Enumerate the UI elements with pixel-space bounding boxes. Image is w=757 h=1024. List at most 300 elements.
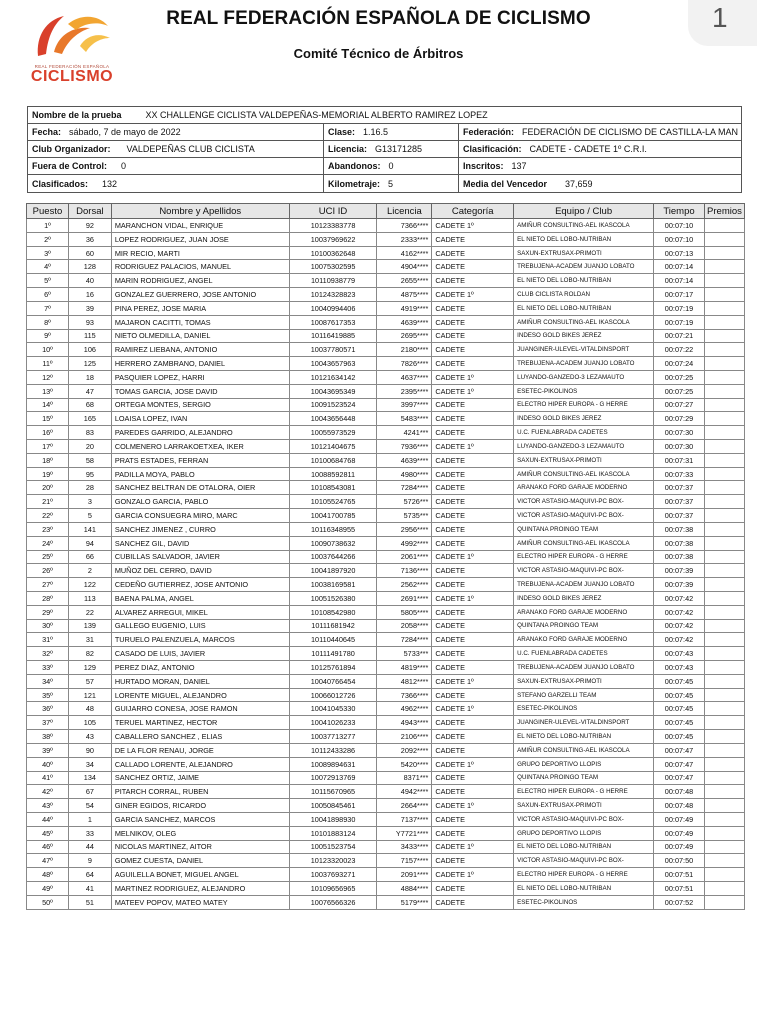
cell-premios [704,426,744,440]
cell-nombre: GONZALO GARCIA, PABLO [111,495,289,509]
table-row [27,426,745,440]
cell-nombre: GONZALEZ GUERRERO, JOSE ANTONIO [111,288,289,302]
page-number-badge: 1 [688,0,757,46]
cell-premios [704,481,744,495]
cell-premios [704,219,744,233]
cell-uci-id: 10037644266 [289,550,377,564]
cell-premios [704,757,744,771]
cell-dorsal: 128 [68,260,111,274]
cell-puesto: 38º [27,730,69,744]
cell-licencia: 4637**** [377,370,432,384]
cell-categoria: CADETE 1º [432,868,514,882]
cell-uci-id: 10112433286 [289,743,377,757]
cell-tiempo: 00:07:47 [654,757,705,771]
cell-nombre: TOMAS GARCIA, JOSE DAVID [111,384,289,398]
cell-premios [704,274,744,288]
cell-puesto: 49º [27,882,69,896]
cell-nombre: MATEEV POPOV, MATEO MATEY [111,895,289,909]
cell-tiempo: 00:07:51 [654,868,705,882]
cell-equipo: TREBUJENA-ACADEM JUANJO LOBATO [514,578,654,592]
cell-tiempo: 00:07:42 [654,591,705,605]
licencia-label: Licencia: [328,144,368,154]
cell-categoria: CADETE [432,605,514,619]
cell-licencia: 4992**** [377,536,432,550]
cell-equipo: TREBUJENA-ACADEM JUANJO LOBATO [514,661,654,675]
info-row-fuera [28,158,741,175]
table-row [27,674,745,688]
cell-categoria: CADETE [432,743,514,757]
cell-nombre: MARANCHON VIDAL, ENRIQUE [111,219,289,233]
cell-categoria: CADETE [432,771,514,785]
table-row [27,605,745,619]
club-value: VALDEPEÑAS CLUB CICLISTA [126,144,255,154]
cell-licencia: 2664**** [377,799,432,813]
cell-equipo: EL NIETO DEL LOBO-NUTRIBAN [514,882,654,896]
cell-equipo: QUINTANA PROINGO TEAM [514,522,654,536]
cell-categoria: CADETE 1º [432,440,514,454]
cell-tiempo: 00:07:22 [654,343,705,357]
cell-premios [704,357,744,371]
table-row [27,357,745,371]
cell-equipo: ELECTRO HIPER EUROPA - G HERRE [514,868,654,882]
cell-categoria: CADETE [432,398,514,412]
cell-licencia: 5726*** [377,495,432,509]
table-row [27,702,745,716]
table-row [27,219,745,233]
cell-equipo: LUYANDO-GANZEDO-3 LEZAMAUTO [514,440,654,454]
cell-puesto: 8º [27,315,69,329]
cell-puesto: 28º [27,591,69,605]
cell-dorsal: 82 [68,647,111,661]
cell-nombre: GOMEZ CUESTA, DANIEL [111,854,289,868]
table-row [27,564,745,578]
cell-uci-id: 10115670965 [289,785,377,799]
cell-equipo: ARANAKO FORD GARAJE MODERNO [514,481,654,495]
cell-nombre: BAENA PALMA, ANGEL [111,591,289,605]
cell-tiempo: 00:07:49 [654,840,705,854]
cell-tiempo: 00:07:24 [654,357,705,371]
cell-categoria: CADETE [432,481,514,495]
cell-nombre: RAMIREZ LIEBANA, ANTONIO [111,343,289,357]
info-row-fecha [28,124,741,141]
cell-puesto: 3º [27,246,69,260]
cell-tiempo: 00:07:33 [654,467,705,481]
table-row [27,495,745,509]
table-row [27,246,745,260]
cell-dorsal: 33 [68,826,111,840]
cell-uci-id: 10116348955 [289,522,377,536]
cell-equipo: ELECTRO HIPER EUROPA - G HERRE [514,398,654,412]
cell-dorsal: 165 [68,412,111,426]
cell-nombre: PEREZ DIAZ, ANTONIO [111,661,289,675]
table-header-row [27,204,745,219]
cell-categoria: CADETE [432,647,514,661]
cell-nombre: AGUILELLA BONET, MIGUEL ANGEL [111,868,289,882]
cell-puesto: 27º [27,578,69,592]
cell-dorsal: 28 [68,481,111,495]
cell-premios [704,398,744,412]
table-row [27,854,745,868]
col-tiempo: Tiempo [654,204,705,219]
cell-licencia: 4962**** [377,702,432,716]
cell-puesto: 12º [27,370,69,384]
cell-tiempo: 00:07:37 [654,495,705,509]
cell-licencia: 4884**** [377,882,432,896]
cell-uci-id: 10111491780 [289,647,377,661]
cell-dorsal: 20 [68,440,111,454]
cell-tiempo: 00:07:19 [654,301,705,315]
results-table [26,203,745,910]
cell-equipo: VICTOR ASTASIO-MAQUIVI-PC BOX- [514,495,654,509]
cell-puesto: 4º [27,260,69,274]
licencia-value: G13171285 [375,144,423,154]
cell-categoria: CADETE 1º [432,674,514,688]
cell-categoria: CADETE [432,246,514,260]
cell-nombre: CASADO DE LUIS, JAVIER [111,647,289,661]
cell-dorsal: 95 [68,467,111,481]
cell-uci-id: 10091523524 [289,398,377,412]
cell-puesto: 47º [27,854,69,868]
table-row [27,619,745,633]
cell-tiempo: 00:07:49 [654,812,705,826]
cell-licencia: 4943**** [377,716,432,730]
cell-categoria: CADETE [432,730,514,744]
cell-nombre: DE LA FLOR RENAU, JORGE [111,743,289,757]
km-label: Kilometraje: [328,178,381,189]
cell-equipo: ARANAKO FORD GARAJE MODERNO [514,605,654,619]
cell-equipo: AMIÑUR CONSULTING-AEL IKASCOLA [514,315,654,329]
cell-licencia: 5179**** [377,895,432,909]
cell-puesto: 2º [27,232,69,246]
cell-uci-id: 10037969622 [289,232,377,246]
cell-uci-id: 10041700785 [289,509,377,523]
cell-dorsal: 2 [68,564,111,578]
cell-categoria: CADETE [432,785,514,799]
cell-equipo: SAXUN-EXTRUSAX-PRIMOTI [514,453,654,467]
cell-tiempo: 00:07:10 [654,232,705,246]
cell-licencia: 7136**** [377,564,432,578]
cell-uci-id: 10051523754 [289,840,377,854]
cell-premios [704,301,744,315]
cell-equipo: GRUPO DEPORTIVO LLOPIS [514,757,654,771]
prueba-value: XX CHALLENGE CICLISTA VALDEPEÑAS-MEMORIAL ALBERTO RAMIREZ LOPEZ [145,110,488,120]
clasificados-label: Clasificados: [32,178,89,189]
cell-licencia: 2091**** [377,868,432,882]
cell-equipo: QUINTANA PROINGO TEAM [514,771,654,785]
cell-licencia: 7284**** [377,633,432,647]
cell-dorsal: 139 [68,619,111,633]
cell-categoria: CADETE [432,232,514,246]
cell-uci-id: 10040994406 [289,301,377,315]
cell-equipo: INDESO GOLD BIKES JEREZ [514,329,654,343]
club-label: Club Organizador: [32,144,111,154]
federacion-label: Federación: [463,127,515,137]
cell-categoria: CADETE 1º [432,702,514,716]
cell-dorsal: 113 [68,591,111,605]
cell-premios [704,578,744,592]
cell-dorsal: 57 [68,674,111,688]
cell-equipo: VICTOR ASTASIO-MAQUIVI-PC BOX- [514,812,654,826]
cell-licencia: 4942**** [377,785,432,799]
cell-puesto: 25º [27,550,69,564]
cell-equipo: ELECTRO HIPER EUROPA - G HERRE [514,550,654,564]
cell-uci-id: 10037693271 [289,868,377,882]
cell-equipo: TREBUJENA-ACADEM JUANJO LOBATO [514,357,654,371]
cell-uci-id: 10109656965 [289,882,377,896]
cell-licencia: 2092**** [377,743,432,757]
cell-categoria: CADETE [432,564,514,578]
cell-puesto: 17º [27,440,69,454]
cell-premios [704,232,744,246]
table-row [27,716,745,730]
table-row [27,730,745,744]
cell-nombre: GUIJARRO CONESA, JOSE RAMON [111,702,289,716]
cell-uci-id: 10050845461 [289,799,377,813]
cell-licencia: 4904**** [377,260,432,274]
cell-uci-id: 10110440645 [289,633,377,647]
logo-brand: CICLISMO [30,68,114,85]
cell-dorsal: 121 [68,688,111,702]
cell-tiempo: 00:07:38 [654,522,705,536]
cell-premios [704,467,744,481]
cell-tiempo: 00:07:45 [654,674,705,688]
cell-equipo: U.C. FUENLABRADA CADETES [514,647,654,661]
media-label: Media del Vencedor [463,178,548,189]
cell-categoria: CADETE [432,301,514,315]
cell-categoria: CADETE [432,882,514,896]
cell-nombre: SANCHEZ GIL, DAVID [111,536,289,550]
cell-premios [704,674,744,688]
cell-categoria: CADETE [432,578,514,592]
cell-uci-id: 10111681942 [289,619,377,633]
cell-dorsal: 51 [68,895,111,909]
cell-categoria: CADETE 1º [432,799,514,813]
cell-uci-id: 10121634142 [289,370,377,384]
cell-dorsal: 34 [68,757,111,771]
clasificados-value: 132 [102,178,118,189]
cell-licencia: 2562**** [377,578,432,592]
cell-tiempo: 00:07:19 [654,315,705,329]
cell-premios [704,716,744,730]
cell-tiempo: 00:07:45 [654,730,705,744]
table-row [27,647,745,661]
cell-tiempo: 00:07:48 [654,785,705,799]
cell-puesto: 44º [27,812,69,826]
col-puesto: Puesto [27,204,69,219]
cell-nombre: CEDEÑO GUTIERREZ, JOSE ANTONIO [111,578,289,592]
cell-tiempo: 00:07:42 [654,619,705,633]
cell-puesto: 11º [27,357,69,371]
cell-puesto: 15º [27,412,69,426]
cell-puesto: 46º [27,840,69,854]
cell-licencia: 3997**** [377,398,432,412]
table-row [27,840,745,854]
cell-nombre: PITARCH CORRAL, RUBEN [111,785,289,799]
cell-dorsal: 43 [68,730,111,744]
cell-licencia: 7137**** [377,812,432,826]
cell-nombre: PRATS ESTADES, FERRAN [111,453,289,467]
cell-categoria: CADETE [432,260,514,274]
cell-equipo: GRUPO DEPORTIVO LLOPIS [514,826,654,840]
cell-nombre: GINER EGIDOS, RICARDO [111,799,289,813]
cell-uci-id: 10124328823 [289,288,377,302]
cell-premios [704,246,744,260]
cell-puesto: 36º [27,702,69,716]
cell-licencia: 7157**** [377,854,432,868]
table-row [27,440,745,454]
cell-tiempo: 00:07:45 [654,702,705,716]
cell-licencia: 4639**** [377,453,432,467]
cell-uci-id: 10038169581 [289,578,377,592]
cell-nombre: COLMENERO LARRAKOETXEA, IKER [111,440,289,454]
cell-puesto: 45º [27,826,69,840]
cell-equipo: JUANGINER-ULEVEL-VITALDINSPORT [514,716,654,730]
cell-categoria: CADETE [432,467,514,481]
cell-uci-id: 10041026233 [289,716,377,730]
cell-uci-id: 10110938779 [289,274,377,288]
cell-uci-id: 10088592811 [289,467,377,481]
cell-categoria: CADETE 1º [432,370,514,384]
cell-uci-id: 10087617353 [289,315,377,329]
cell-puesto: 13º [27,384,69,398]
media-value: 37,659 [565,178,593,189]
cell-equipo: AMIÑUR CONSULTING-AEL IKASCOLA [514,467,654,481]
cell-categoria: CADETE [432,633,514,647]
cell-licencia: 5805**** [377,605,432,619]
cell-categoria: CADETE [432,329,514,343]
cell-licencia: 5735*** [377,509,432,523]
cell-licencia: 2333**** [377,232,432,246]
cell-equipo: SAXUN-EXTRUSAX-PRIMOTI [514,799,654,813]
cell-premios [704,453,744,467]
cell-premios [704,384,744,398]
cell-tiempo: 00:07:38 [654,536,705,550]
cell-nombre: NIETO OLMEDILLA, DANIEL [111,329,289,343]
cell-puesto: 22º [27,509,69,523]
col-categoria: Categoría [432,204,514,219]
cell-dorsal: 141 [68,522,111,536]
cell-dorsal: 9 [68,854,111,868]
cell-licencia: 7826**** [377,357,432,371]
cell-tiempo: 00:07:21 [654,329,705,343]
cell-nombre: GALLEGO EUGENIO, LUIS [111,619,289,633]
cell-categoria: CADETE [432,412,514,426]
cell-dorsal: 94 [68,536,111,550]
cell-uci-id: 10125761894 [289,661,377,675]
prueba-label: Nombre de la prueba [32,110,122,120]
cell-categoria: CADETE [432,315,514,329]
info-row-prueba [28,107,741,124]
cell-nombre: TURUELO PALENZUELA, MARCOS [111,633,289,647]
cell-uci-id: 10105524765 [289,495,377,509]
col-equipo: Equipo / Club [514,204,654,219]
cell-puesto: 31º [27,633,69,647]
col-premios: Premios [704,204,744,219]
cell-nombre: NICOLAS MARTINEZ, AITOR [111,840,289,854]
cell-tiempo: 00:07:38 [654,550,705,564]
cell-equipo: QUINTANA PROINGO TEAM [514,619,654,633]
cell-nombre: MAJARON CACITTI, TOMAS [111,315,289,329]
cell-equipo: EL NIETO DEL LOBO-NUTRIBAN [514,274,654,288]
cell-categoria: CADETE [432,509,514,523]
cell-equipo: VICTOR ASTASIO-MAQUIVI-PC BOX- [514,509,654,523]
cell-puesto: 35º [27,688,69,702]
cell-licencia: 2106**** [377,730,432,744]
cell-uci-id: 10090738632 [289,536,377,550]
cell-uci-id: 10051526380 [289,591,377,605]
cell-uci-id: 10043695349 [289,384,377,398]
cell-licencia: 4919**** [377,301,432,315]
cell-categoria: CADETE 1º [432,840,514,854]
table-row [27,315,745,329]
cell-tiempo: 00:07:14 [654,260,705,274]
clasificacion-label: Clasificación: [463,144,522,154]
cell-equipo: CLUB CICLISTA ROLDAN [514,288,654,302]
cell-uci-id: 10043656448 [289,412,377,426]
cell-premios [704,288,744,302]
cell-puesto: 33º [27,661,69,675]
cell-premios [704,329,744,343]
cell-tiempo: 00:07:39 [654,578,705,592]
cell-uci-id: 10100362648 [289,246,377,260]
table-row [27,882,745,896]
cell-nombre: CALLADO LORENTE, ALEJANDRO [111,757,289,771]
cell-dorsal: 58 [68,453,111,467]
cell-puesto: 5º [27,274,69,288]
cell-premios [704,868,744,882]
cell-dorsal: 40 [68,274,111,288]
cell-uci-id: 10041897920 [289,564,377,578]
cell-nombre: ALVAREZ ARREGUI, MIKEL [111,605,289,619]
cell-dorsal: 92 [68,219,111,233]
cell-dorsal: 125 [68,357,111,371]
cell-tiempo: 00:07:25 [654,384,705,398]
cell-nombre: ORTEGA MONTES, SERGIO [111,398,289,412]
cell-dorsal: 134 [68,771,111,785]
table-row [27,799,745,813]
cell-puesto: 18º [27,453,69,467]
cell-nombre: MELNIKOV, OLEG [111,826,289,840]
col-dorsal: Dorsal [68,204,111,219]
cell-puesto: 42º [27,785,69,799]
cell-nombre: PADILLA MOYA, PABLO [111,467,289,481]
cell-nombre: HURTADO MORAN, DANIEL [111,674,289,688]
cell-dorsal: 3 [68,495,111,509]
cell-equipo: ESETEC-PIKOLINOS [514,895,654,909]
federacion-value: FEDERACIÓN DE CICLISMO DE CASTILLA-LA MAN [522,127,739,137]
cell-tiempo: 00:07:49 [654,826,705,840]
table-row [27,260,745,274]
abandonos-value: 0 [388,161,394,171]
cell-uci-id: 10041898930 [289,812,377,826]
cell-licencia: 7366**** [377,219,432,233]
cell-nombre: MARIN RODRIGUEZ, ANGEL [111,274,289,288]
cell-puesto: 1º [27,219,69,233]
cell-nombre: PINA PEREZ, JOSE MARIA [111,301,289,315]
cell-licencia: 2956**** [377,522,432,536]
cell-uci-id: 10116419885 [289,329,377,343]
cell-tiempo: 00:07:13 [654,246,705,260]
table-row [27,481,745,495]
cell-equipo: EL NIETO DEL LOBO-NUTRIBAN [514,301,654,315]
cell-nombre: CUBILLAS SALVADOR, JAVIER [111,550,289,564]
cell-equipo: LUYANDO-GANZEDO-3 LEZAMAUTO [514,370,654,384]
cell-dorsal: 39 [68,301,111,315]
cell-premios [704,550,744,564]
table-row [27,453,745,467]
cell-uci-id: 10066012726 [289,688,377,702]
table-row [27,509,745,523]
